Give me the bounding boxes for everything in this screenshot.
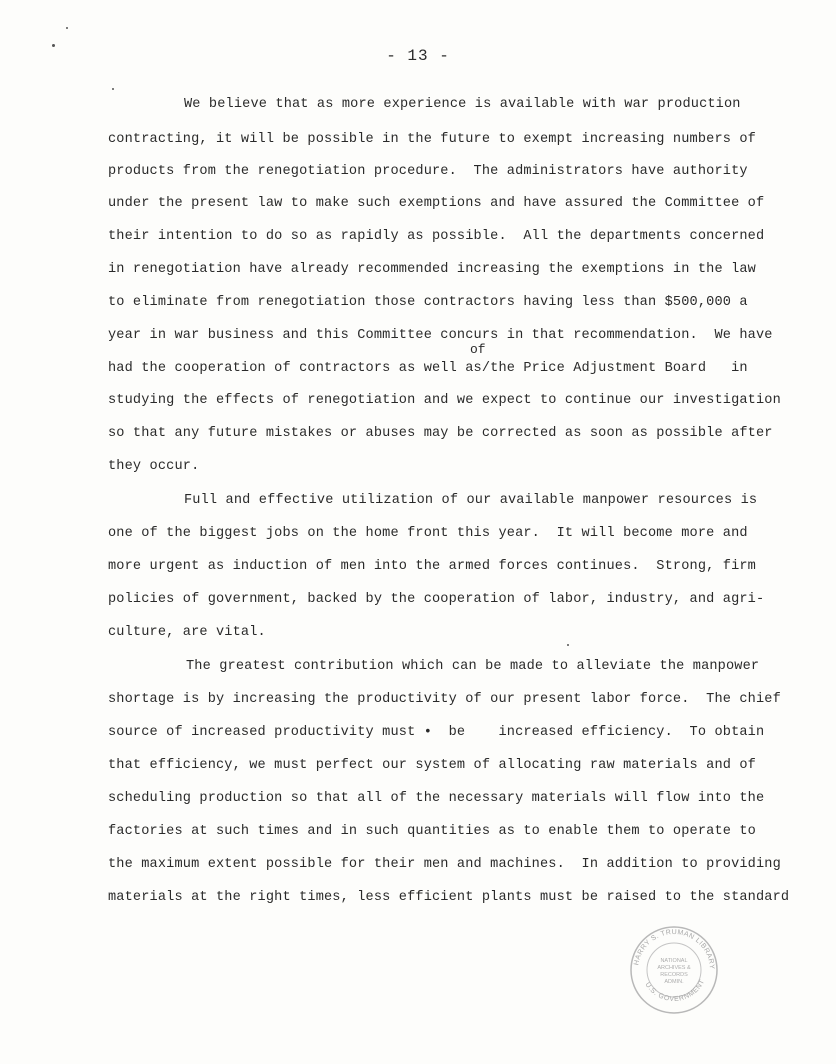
text-line: culture, are vital. (108, 625, 266, 640)
archive-stamp-seal (628, 924, 720, 1016)
text-line: in renegotiation have already recommended increasing the exemptions in the law (108, 262, 756, 277)
text-line: materials at the right times, less efficient plants must be raised to the standard (108, 890, 790, 905)
text-line: The greatest contribution which can be made to alleviate the manpower (186, 659, 760, 674)
text-line: more urgent as induction of men into the armed forces continues. Strong, firm (108, 559, 756, 574)
paper-speck (112, 88, 114, 90)
text-line: We believe that as more experience is available with war production (184, 97, 741, 112)
text-line: under the present law to make such exemptions and have assured the Committee of (108, 196, 765, 211)
text-line: to eliminate from renegotiation those contractors having less than $500,000 a (108, 295, 748, 310)
text-line: one of the biggest jobs on the home front this year. It will become more and (108, 526, 748, 541)
text-line: scheduling production so that all of the necessary materials will flow into the (108, 791, 765, 806)
handwritten-insertion: of (470, 342, 486, 357)
text-line: they occur. (108, 459, 200, 474)
text-line: so that any future mistakes or abuses may be corrected as soon as possible after (108, 426, 773, 441)
paper-speck (52, 44, 55, 47)
svg-text:NATIONAL: NATIONAL (660, 958, 688, 964)
text-line: the maximum extent possible for their men and machines. In addition to providing (108, 857, 781, 872)
svg-text:ARCHIVES &: ARCHIVES & (657, 965, 691, 971)
text-line: shortage is by increasing the productivity of our present labor force. The chief (108, 692, 781, 707)
text-line: factories at such times and in such quantities as to enable them to operate to (108, 824, 756, 839)
text-line: had the cooperation of contractors as well as/the Price Adjustment Board in (108, 361, 748, 376)
svg-text:HARRY S. TRUMAN LIBRARY: HARRY S. TRUMAN LIBRARY (633, 928, 716, 970)
text-line: source of increased productivity must • be increased efficiency. To obtain (108, 725, 765, 740)
text-line: products from the renegotiation procedure. The administrators have authority (108, 164, 748, 179)
page-number: - 13 - (386, 47, 450, 65)
text-line: that efficiency, we must perfect our system of allocating raw materials and of (108, 758, 756, 773)
text-line: policies of government, backed by the cooperation of labor, industry, and agri- (108, 592, 765, 607)
svg-text:U.S. GOVERNMENT: U.S. GOVERNMENT (643, 978, 707, 1004)
text-line: Full and effective utilization of our available manpower resources is (184, 493, 758, 508)
text-line: contracting, it will be possible in the future to exempt increasing numbers of (108, 132, 756, 147)
svg-text:RECORDS: RECORDS (660, 972, 688, 978)
text-line: year in war business and this Committee concurs in that recommendation. We have (108, 328, 773, 343)
paper-speck (66, 27, 68, 29)
text-line: studying the effects of renegotiation and we expect to continue our investigation (108, 393, 781, 408)
paper-speck (567, 644, 569, 646)
svg-text:ADMIN.: ADMIN. (664, 979, 684, 985)
text-line: their intention to do so as rapidly as possible. All the departments concerned (108, 229, 765, 244)
